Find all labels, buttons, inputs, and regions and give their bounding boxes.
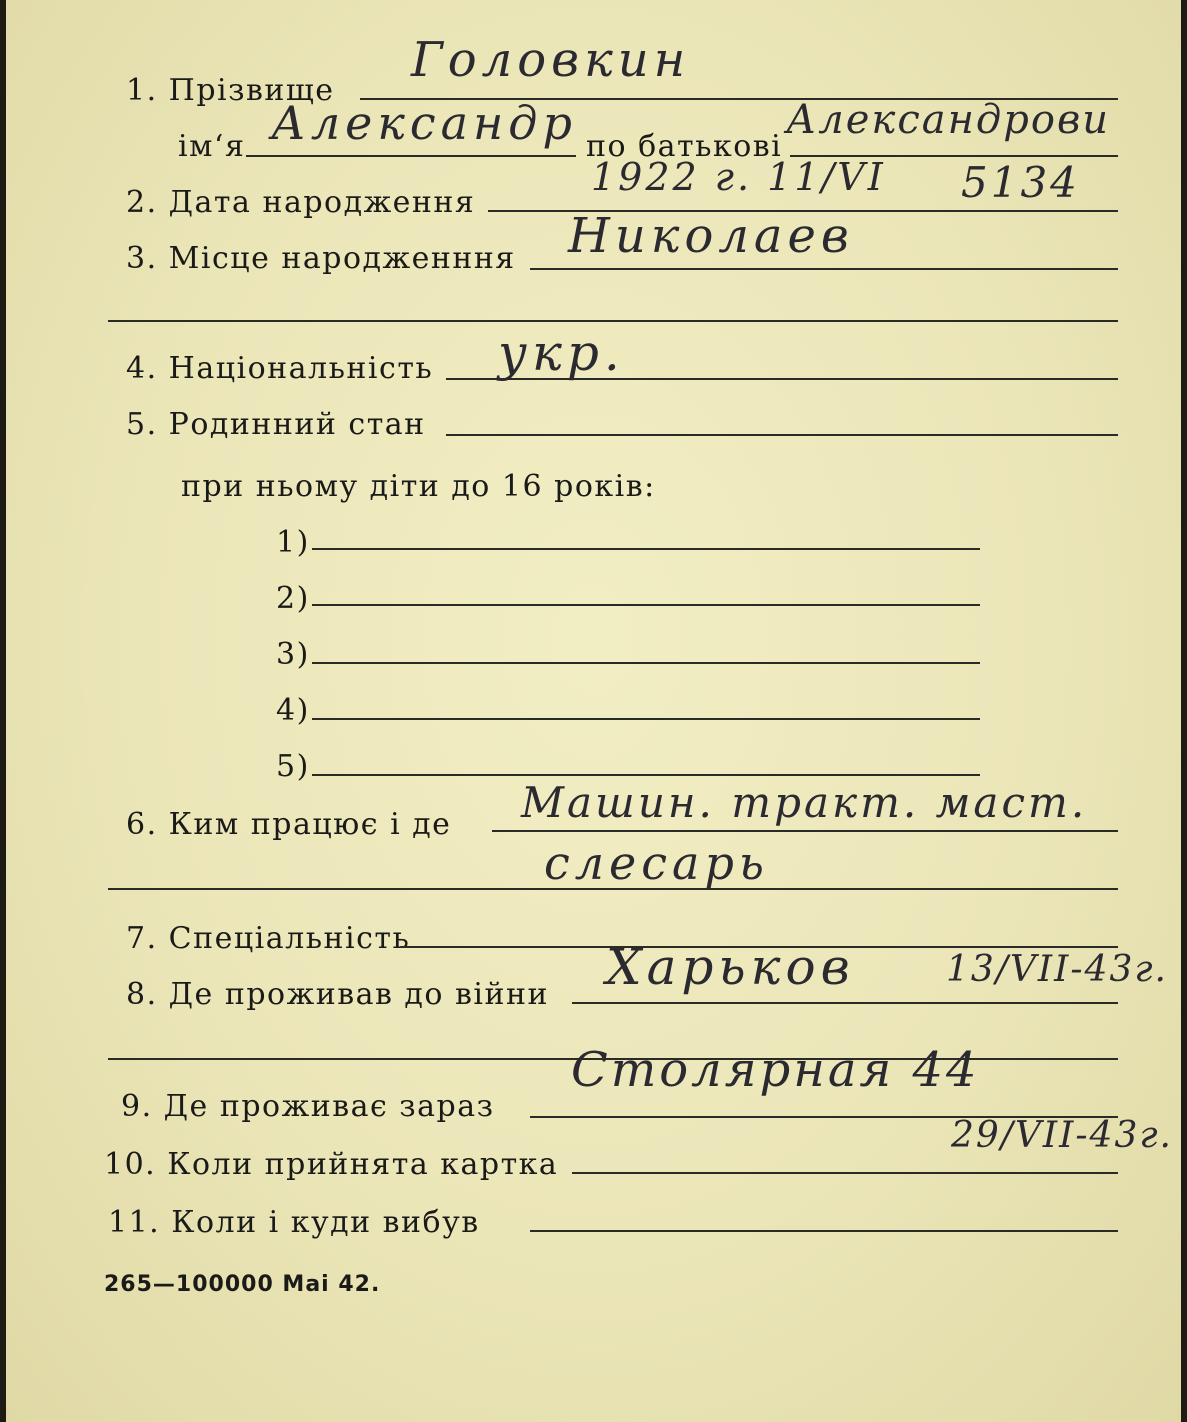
child-2-line [312,604,980,606]
children-label: при ньому діти до 16 років: [181,469,656,504]
birth-date-label: 2. Дата народження [126,185,476,220]
current-residence-value: Столярная 44 [571,1042,980,1098]
surname-label: 1. Прізвище [126,73,335,108]
child-2-label: 2) [276,581,310,616]
registration-card [6,0,1181,1422]
child-3-label: 3) [276,637,310,672]
card-accepted-line [572,1172,1118,1174]
occupation-line-2 [108,888,1118,890]
first-name-label: ім‘я [178,129,246,164]
patronymic-label: по батькові [586,129,783,164]
birth-date-value: 1922 г. 11/VI [591,155,886,199]
child-5-line [312,774,980,776]
marital-status-line [446,434,1118,436]
first-name-value: Александр [271,96,577,150]
departure-line [530,1230,1118,1232]
occupation-line [492,830,1118,832]
marital-status-label: 5. Родинний стан [126,407,426,442]
specialty-label: 7. Спеціальність [126,921,411,956]
card-accepted-value: 29/VII-43г. [951,1115,1173,1156]
prewar-residence-label: 8. Де проживав до війни [126,977,549,1012]
surname-value: Головкин [411,32,691,88]
occupation-value-line1: Машин. тракт. маст. [521,778,1088,827]
nationality-label: 4. Національність [126,351,434,386]
patronymic-value: Александрови [786,97,1110,143]
current-residence-label: 9. Де проживає зараз [121,1089,495,1124]
child-1-label: 1) [276,525,310,560]
nationality-value: укр. [498,324,625,382]
separator-line-1 [108,320,1118,322]
prewar-date-value: 13/VII-43г. [946,949,1168,990]
card-accepted-label: 10. Коли прийнята картка [104,1147,559,1182]
child-4-label: 4) [276,693,310,728]
print-code: 265—100000 Маі 42. [104,1272,381,1297]
child-1-line [312,548,980,550]
card-number-value: 5134 [961,158,1080,207]
child-3-line [312,662,980,664]
first-name-line [246,155,576,157]
child-4-line [312,718,980,720]
birthplace-label: 3. Місце народженння [126,241,516,276]
prewar-residence-value: Харьков [606,938,855,996]
occupation-label: 6. Ким працює і де [126,807,452,842]
occupation-value-line2: слесарь [544,836,769,890]
departure-label: 11. Коли і куди вибув [108,1205,480,1240]
child-5-label: 5) [276,749,310,784]
birthplace-value: Николаев [568,208,854,264]
prewar-residence-line [572,1002,1118,1004]
birthplace-line [530,268,1118,270]
